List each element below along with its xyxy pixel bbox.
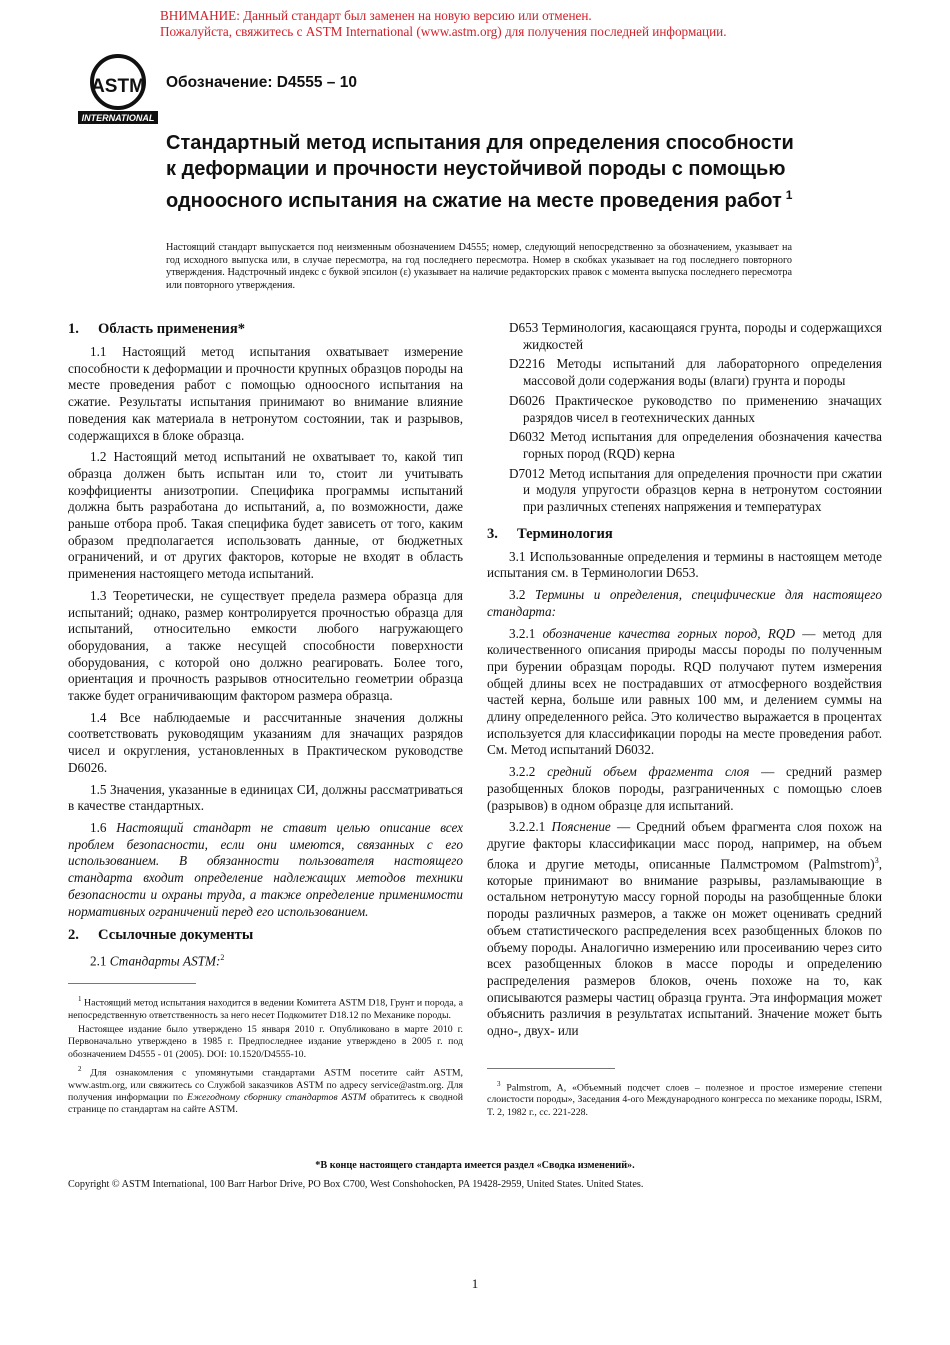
title-text: Стандартный метод испытания для определения способности к деформации и прочности неустойчивой породы с помощью одноосного испытания на сжатие на месте проведения работ — [166, 132, 794, 212]
warning-line-2: Пожалуйста, свяжитесь с ASTM International (www.astm.org) для получения последней информации. — [160, 23, 727, 39]
reference-d7012: D7012 Метод испытания для определения прочности при сжатии и модуля упругости образцов керна в нетронутом состоянии при различных степенях напряжения и температурах — [509, 465, 882, 515]
reference-d6032: D6032 Метод испытания для определения обозначения качества горных пород (RQD) керна — [509, 429, 882, 461]
para-3-2-2-1 — [487, 819, 882, 1040]
para-3-2-2-1-number: 3.2.2.1 — [509, 819, 546, 835]
summary-of-changes-note: *В конце настоящего стандарта имеется раздел «Сводка изменений». — [315, 1160, 635, 1171]
footnote-2 — [68, 1063, 463, 1116]
footnote-3 — [487, 1078, 882, 1119]
astm-logo — [76, 54, 160, 126]
para-1-6-text: Настоящий стандарт не ставит целью описание всех проблем безопасности, если они имеются, связанных с его использованием. В обязанности пользователя настоящего стандарта входит определение надлежащих методов техники безопасности и охраны труда, а также определение применимости нормативных ограничений перед его использованием. — [68, 819, 464, 919]
page-number: 1 — [471, 1276, 479, 1291]
footnote-2-italic: Ежегодному сборнику стандартов ASTM — [187, 1091, 367, 1103]
para-3-2-2-term: средний объем фрагмента слоя — [547, 764, 750, 780]
para-1-5: 1.5 Значения, указанные в единицах СИ, должны рассматриваться в качестве стандартных. — [68, 781, 463, 814]
supersede-warning — [160, 8, 727, 39]
para-3-2-2-1-text-b: , которые принимают во внимание разрывы, разламывающие в остальном нетронутую массу горной породы на разобщенные блоки породы различных размеров, а также он может оценивать средний объем статистического распределения всех разобщенных блоков по объему породы. Аналогично измерению или просеиванию через сито всех разобщенных блоков в массе породы и определению распределения размеров блоков, очень похоже на то, как описываются размеры частиц образца грунта. Эта информация может объяснить различия в результатах испытаний. Значение может быть одно-, двух- или — [487, 856, 882, 1039]
para-1-1: 1.1 Настоящий метод испытания охватывает измерение способности к деформации и прочности крупных образцов породы на месте проведения работ с помощью одноосного испытания на сжатие. Результаты испытания принимают во внимание влияние поведения как материала в нетронутом состоянии, так и разрывов, содержащихся в блоке образца. — [68, 344, 463, 443]
para-3-2 — [487, 587, 882, 620]
section-1-number: 1. — [68, 321, 79, 337]
section-1-title: Область применения* — [98, 321, 246, 337]
footnote-3-text: Palmstrom, A, «Объемный подсчет слоев – полезное и простое измерение степени слоистости породы», Заседания 4-ого Международного конгресса по механике породы, ISRM, T. 2, 1982 г., сс. 221-228. — [487, 1082, 883, 1118]
designation: Обозначение: D4555 – 10 — [166, 74, 357, 91]
footnote-1 — [68, 993, 463, 1022]
section-1-heading — [68, 320, 463, 338]
footnote-rule-left — [68, 983, 196, 984]
reference-d653: D653 Терминология, касающаяся грунта, породы и содержащихся жидкостей — [509, 320, 882, 352]
para-3-2-2-1-term: Пояснение — [551, 819, 611, 835]
left-column — [68, 320, 463, 1119]
para-3-1: 3.1 Использованные определения и термины в настоящем методе испытания см. в Терминологии D653. — [487, 548, 882, 581]
title-footnote-mark: 1 — [785, 188, 793, 202]
section-3-title: Терминология — [517, 525, 613, 542]
para-3-2-1 — [487, 626, 882, 760]
reference-d2216: D2216 Методы испытаний для лабораторного определения массовой доли содержания воды (влаги) грунта и породы — [509, 356, 882, 389]
para-3-2-number: 3.2 — [509, 587, 526, 603]
section-3-heading — [487, 525, 882, 543]
para-1-4: 1.4 Все наблюдаемые и рассчитанные значения должны соответствовать руководящим указаниям для значащих разрядов чисел и округления, установленных в Практическом руководстве D6026. — [68, 709, 463, 775]
para-3-2-2-number: 3.2.2 — [509, 764, 536, 780]
section-2-heading — [68, 926, 463, 944]
para-2-1 — [68, 950, 463, 970]
copyright-line: Copyright © ASTM International, 100 Barr Harbor Drive, PO Box C700, West Conshohocken, PA 19428-2959, United States. United States. — [68, 1179, 644, 1190]
warning-line-1: ВНИМАНИЕ: Данный стандарт был заменен на новую версию или отменен. — [160, 8, 592, 23]
para-3-2-2-1-footnote-mark: 3 — [874, 855, 879, 865]
logo-subtitle: INTERNATIONAL — [81, 113, 155, 123]
section-2-number: 2. — [68, 927, 79, 944]
section-3-number: 3. — [487, 525, 498, 542]
para-1-6 — [68, 820, 463, 920]
para-3-2-2-text: — средний размер разобщенных блоков породы, разграниченных с помощью слоев (разрывов) в одном образце для испытаний. — [487, 764, 883, 813]
footnote-1-text: Настоящий метод испытания находится в ведении Комитета ASTM D18, Грунт и порода, а непосредственную ответственность за него несет Подкомитет D18.12 по Механике породы. — [68, 997, 463, 1021]
para-3-2-2 — [487, 764, 882, 814]
footnote-2-mark: 2 — [78, 1065, 82, 1074]
footnote-1-mark: 1 — [78, 995, 82, 1004]
footnote-3-mark: 3 — [497, 1079, 501, 1088]
reference-d6026: D6026 Практическое руководство по применению значащих разрядов чисел в геотехнических данных — [509, 392, 882, 425]
document-title — [166, 130, 806, 214]
footnote-2-text-a: Для ознакомления с упомянутыми стандартами ASTM посетите сайт ASTM, www.astm.org, или свяжитесь со Службой заказчиков ASTM по адресу service@astm.org. Для получения информации по — [68, 1067, 463, 1103]
footnote-1-continued: Настоящее издание было утверждено 15 января 2010 г. Опубликовано в марте 2010 г. Первоначально утверждено в 1985 г. Предпоследнее издание утверждено в 2005 г. под обозначением D4555 - 01 (2005). DOI: 10.1520/D4555-10. — [68, 1024, 463, 1060]
logo-brand: ASTM — [91, 76, 145, 97]
right-column — [487, 320, 882, 1121]
para-3-2-2-1-text-a: — Средний объем фрагмента слоя похож на другие факторы классификации масс пород, например, на объем блока и другие методы, описанные Палмстромом (Palmstrom) — [487, 819, 882, 872]
para-1-3: 1.3 Теоретически, не существует предела размера образца для испытаний; однако, размер контролируется прочностью образца для испытаний, относительно емкости любого нагружающего оборудования, а также несущей способности поверхности оборудования, с которой оно должно реагировать. Более того, ориентация и прочность разрывов относительно геометрии образца также будет ограничивающим фактором размера образца. — [68, 587, 463, 704]
para-2-1-footnote-mark: 2 — [220, 953, 225, 963]
para-3-2-1-text: — метод для количественного описания природы массы породы по полученным при бурении образцам породы. RQD получают путем измерения общей длины всех не пострадавших от атмосферного воздействия частей керна, больше или равных 100 мм, и делением суммы на длину определенного рейса. Это количество выражается в процентах используется для классификации породы на месте проведения работ. См. Метод испытаний D6032. — [487, 625, 883, 758]
para-1-2: 1.2 Настоящий метод испытаний не охватывает то, какой тип образца должен быть испытан или то, стоит ли учитывать коэффициенты анизотропии. Специфика программы испытаний должна быть разработана до испытаний, а, по возможности, даже раньше отбора проб. Такая специфика будет зависеть от того, каким образом предполагается использовать данные, от бюджетных ограничений, и от других факторов, которые не входят в область применения настоящего метода испытаний. — [68, 449, 463, 582]
section-2-title: Ссылочные документы — [98, 927, 254, 944]
para-2-1-text: Стандарты ASTM: — [109, 953, 221, 969]
para-2-1-number: 2.1 — [90, 953, 107, 969]
footnote-2-text-b: обратитесь к сводной странице по стандартам на сайте ASTM. — [68, 1091, 464, 1116]
para-3-2-1-number: 3.2.1 — [509, 625, 536, 641]
issuance-note: Настоящий стандарт выпускается под неизменным обозначением D4555; номер, следующий непосредственно за обозначением, указывает на год исходного выпуска или, в случае пересмотра, на год последнего пересмотра. Номер в скобках указывает на год последнего повторного утверждения. Надстрочный индекс с буквой эпсилон (ε) указывает на наличие редакторских правок с момента выпуска последнего пересмотра или повторного утверждения. — [166, 242, 792, 291]
footnote-rule-right — [487, 1068, 615, 1069]
para-3-2-1-term: обозначение качества горных пород, RQD — [542, 625, 795, 641]
para-1-6-number: 1.6 — [90, 819, 107, 835]
para-3-2-text: Термины и определения, специфические для настоящего стандарта: — [487, 587, 882, 619]
